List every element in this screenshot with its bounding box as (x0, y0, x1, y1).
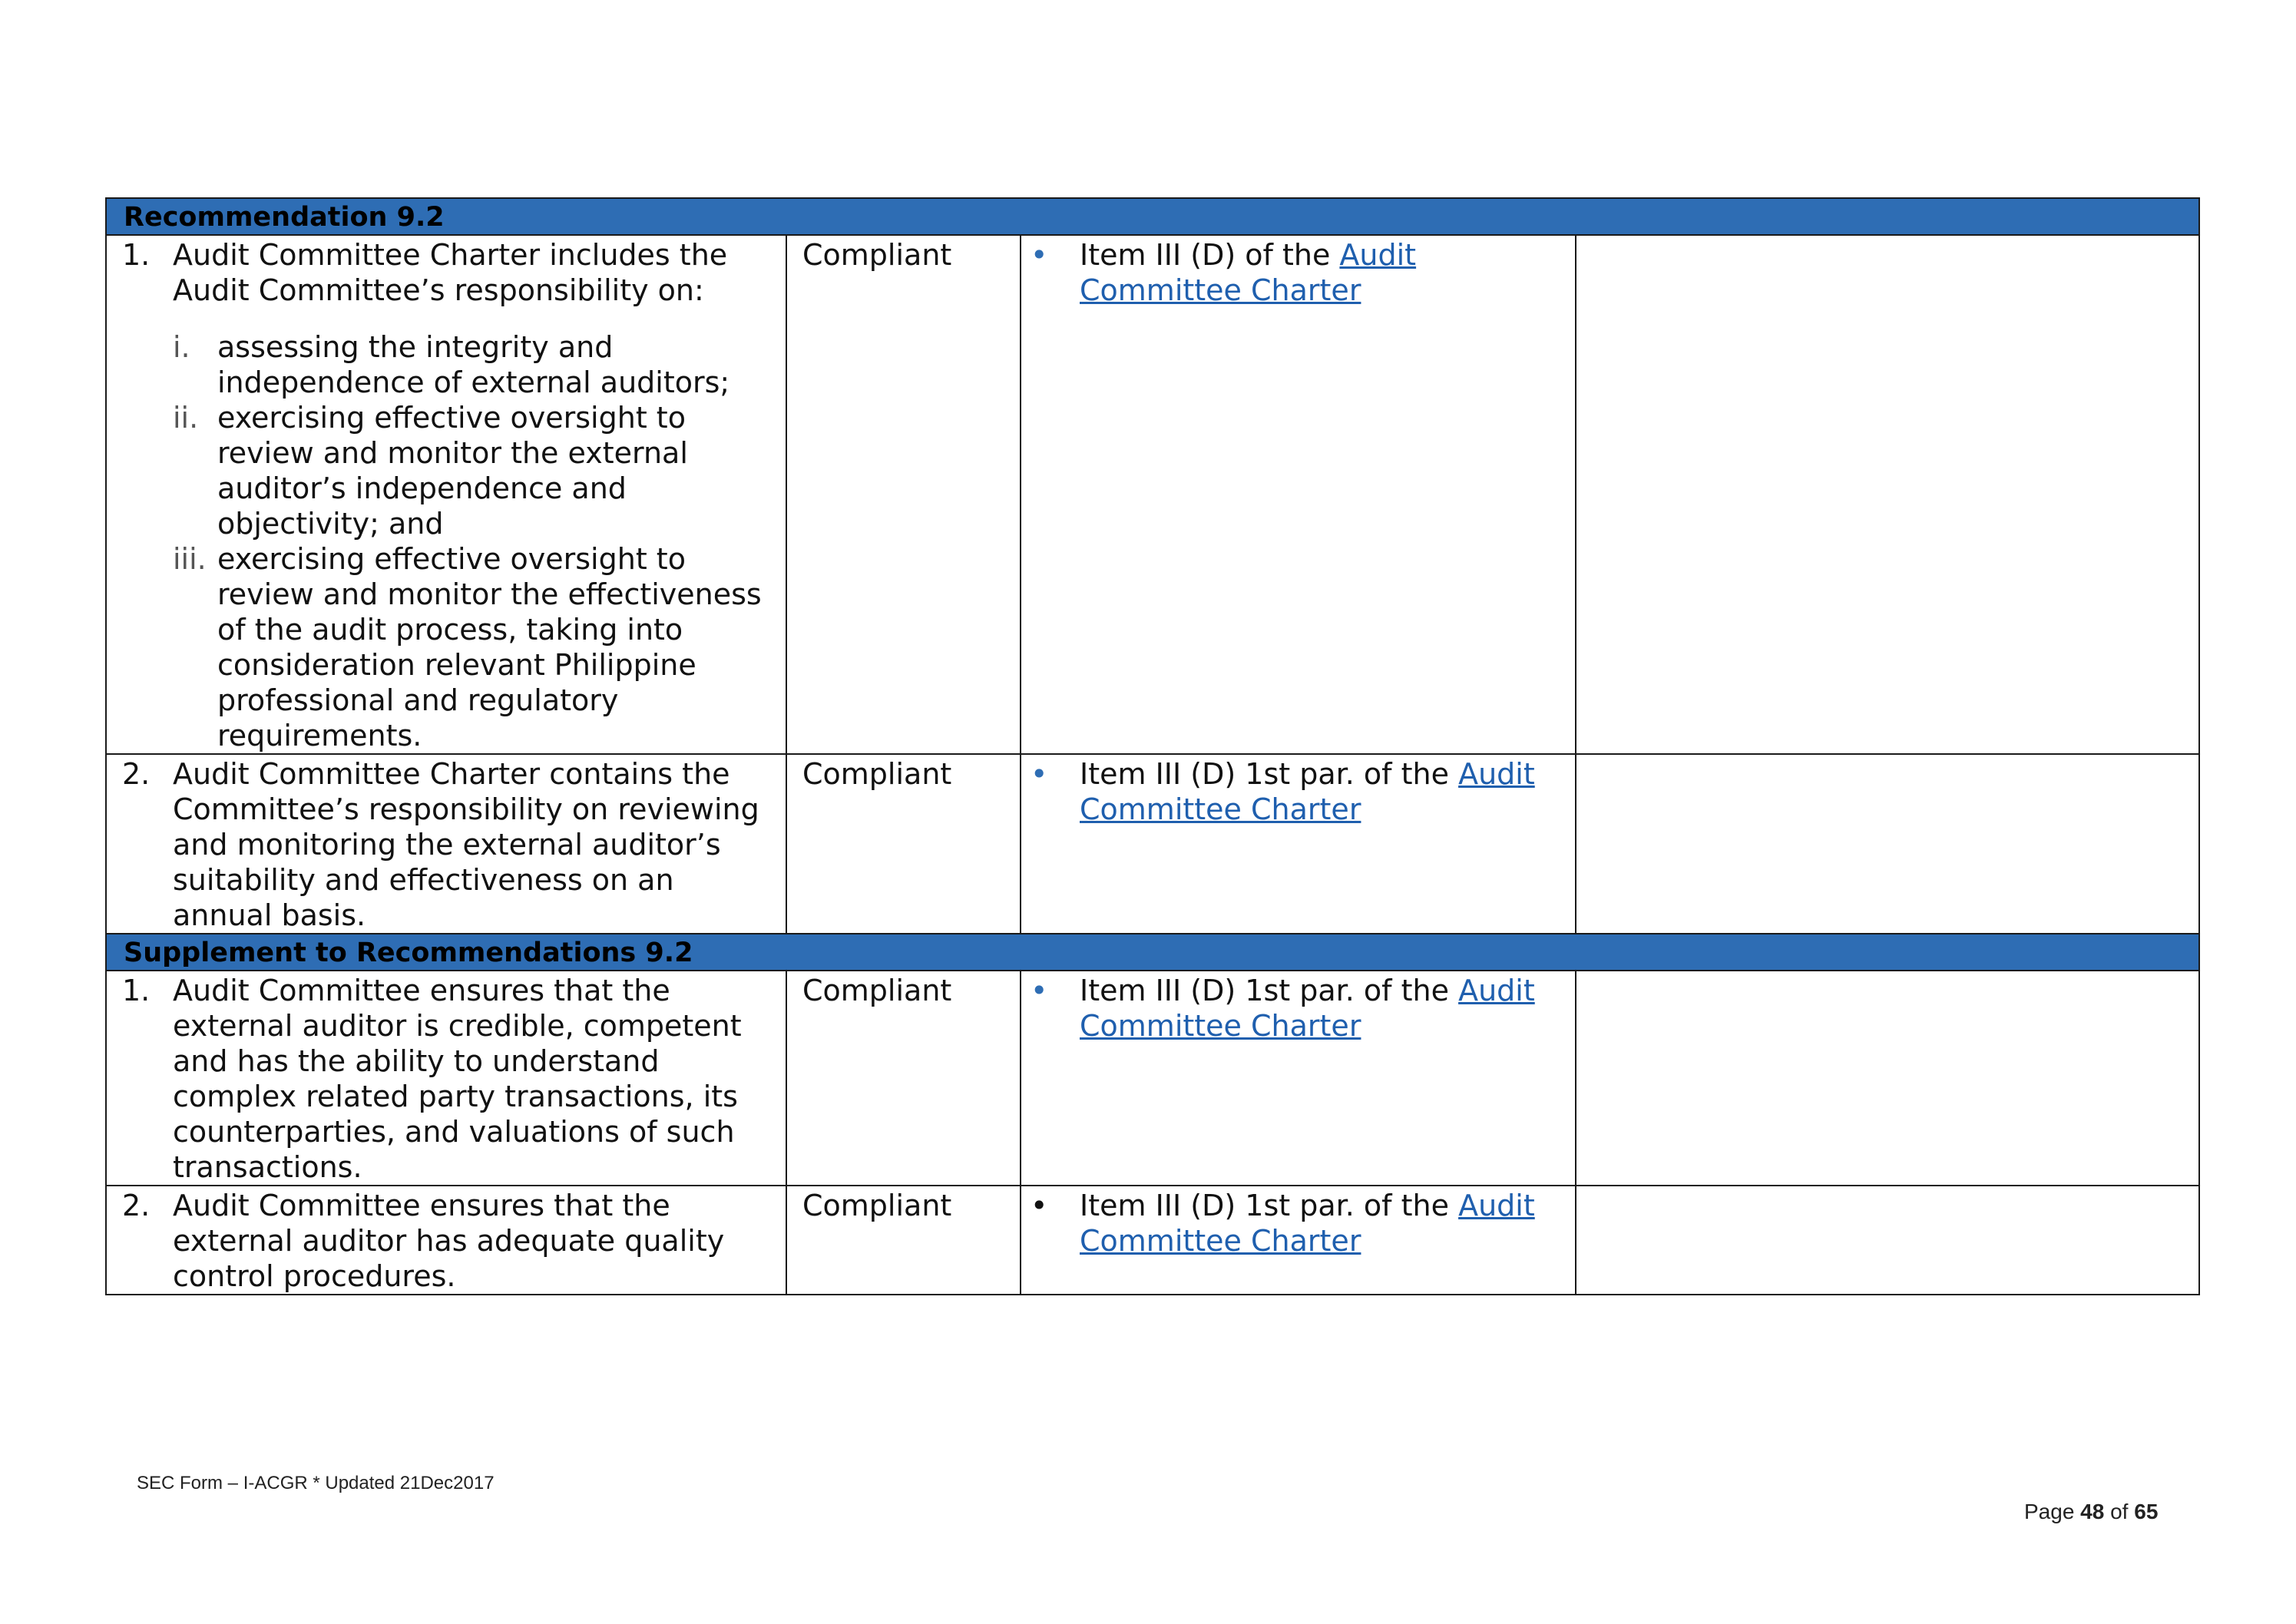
sub-item-text: exercising effective oversight to review and monitor the effectiveness of the audit process, taking into consideration relevant Philippine professional and regulatory requirements. (217, 542, 762, 752)
status-text: Compliant (802, 1189, 952, 1222)
list-item (173, 400, 769, 541)
remarks-cell (1576, 971, 2199, 1186)
remarks-cell (1576, 235, 2199, 754)
status-cell (786, 971, 1021, 1186)
table-row (106, 235, 2199, 754)
explanation-cell (1021, 971, 1576, 1186)
item-number: 2. (122, 1189, 151, 1222)
status-text: Compliant (802, 757, 952, 791)
requirement-cell (106, 971, 786, 1186)
audit-charter-link[interactable]: Audit Committee Charter (1080, 974, 1535, 1043)
sub-item-list (173, 329, 769, 753)
status-cell (786, 754, 1021, 934)
section-header-supplement (106, 934, 2199, 971)
requirement-cell (106, 1186, 786, 1295)
section-title: Supplement to Recommendations 9.2 (106, 934, 2199, 971)
bullet-icon: • (1031, 238, 1048, 272)
status-text: Compliant (802, 974, 952, 1007)
page-current: 48 (2080, 1500, 2105, 1523)
status-cell (786, 235, 1021, 754)
audit-charter-link[interactable]: Audit Committee Charter (1080, 1189, 1535, 1258)
page-total: 65 (2134, 1500, 2159, 1523)
form-footer-label: SEC Form – I-ACGR * Updated 21Dec2017 (137, 1473, 495, 1493)
item-number: 1. (122, 974, 151, 1007)
section-header-recommendation (106, 198, 2199, 235)
requirement-cell (106, 235, 786, 754)
page-number (2024, 1500, 2158, 1524)
sub-item-numeral: iii. (173, 542, 207, 576)
audit-charter-link[interactable]: Audit Committee Charter (1080, 757, 1535, 826)
sub-item-numeral: i. (173, 330, 190, 364)
page-prefix: Page (2024, 1500, 2081, 1523)
table-row (106, 971, 2199, 1186)
sub-item-numeral: ii. (173, 401, 199, 435)
audit-charter-link[interactable]: Audit Committee Charter (1080, 238, 1417, 307)
item-number: 2. (122, 757, 151, 791)
explanation-text: Item III (D) 1st par. of the (1080, 974, 1459, 1007)
bullet-icon: • (1031, 757, 1048, 791)
list-item (173, 329, 769, 400)
requirement-text: Audit Committee ensures that the external auditor is credible, competent and has the ability to understand complex related party transactions, its counterparties, and valuations of such transactions. (173, 974, 742, 1184)
list-item (173, 541, 769, 753)
requirement-cell (106, 754, 786, 934)
page-of: of (2104, 1500, 2135, 1523)
table-row (106, 754, 2199, 934)
requirement-text: Audit Committee Charter includes the Audit Committee’s responsibility on: (173, 238, 728, 307)
explanation-text: Item III (D) 1st par. of the (1080, 757, 1459, 791)
remarks-cell (1576, 1186, 2199, 1295)
requirement-text: Audit Committee ensures that the external auditor has adequate quality control procedures. (173, 1189, 725, 1293)
explanation-text: Item III (D) 1st par. of the (1080, 1189, 1459, 1222)
bullet-icon: • (1031, 1189, 1048, 1222)
status-text: Compliant (802, 238, 952, 272)
status-cell (786, 1186, 1021, 1295)
bullet-icon: • (1031, 974, 1048, 1007)
remarks-cell (1576, 754, 2199, 934)
table-row (106, 1186, 2199, 1295)
requirement-text: Audit Committee Charter contains the Committee’s responsibility on reviewing and monitoring the external auditor’s suitability and effectiveness on an annual basis. (173, 757, 759, 932)
explanation-cell (1021, 754, 1576, 934)
sub-item-text: assessing the integrity and independence of external auditors; (217, 330, 730, 399)
item-number: 1. (122, 238, 151, 272)
explanation-cell (1021, 1186, 1576, 1295)
explanation-text: Item III (D) of the (1080, 238, 1340, 272)
compliance-table (105, 197, 2200, 1295)
section-title: Recommendation 9.2 (106, 198, 2199, 235)
explanation-cell (1021, 235, 1576, 754)
sub-item-text: exercising effective oversight to review and monitor the external auditor’s independence and objectivity; and (217, 401, 688, 541)
